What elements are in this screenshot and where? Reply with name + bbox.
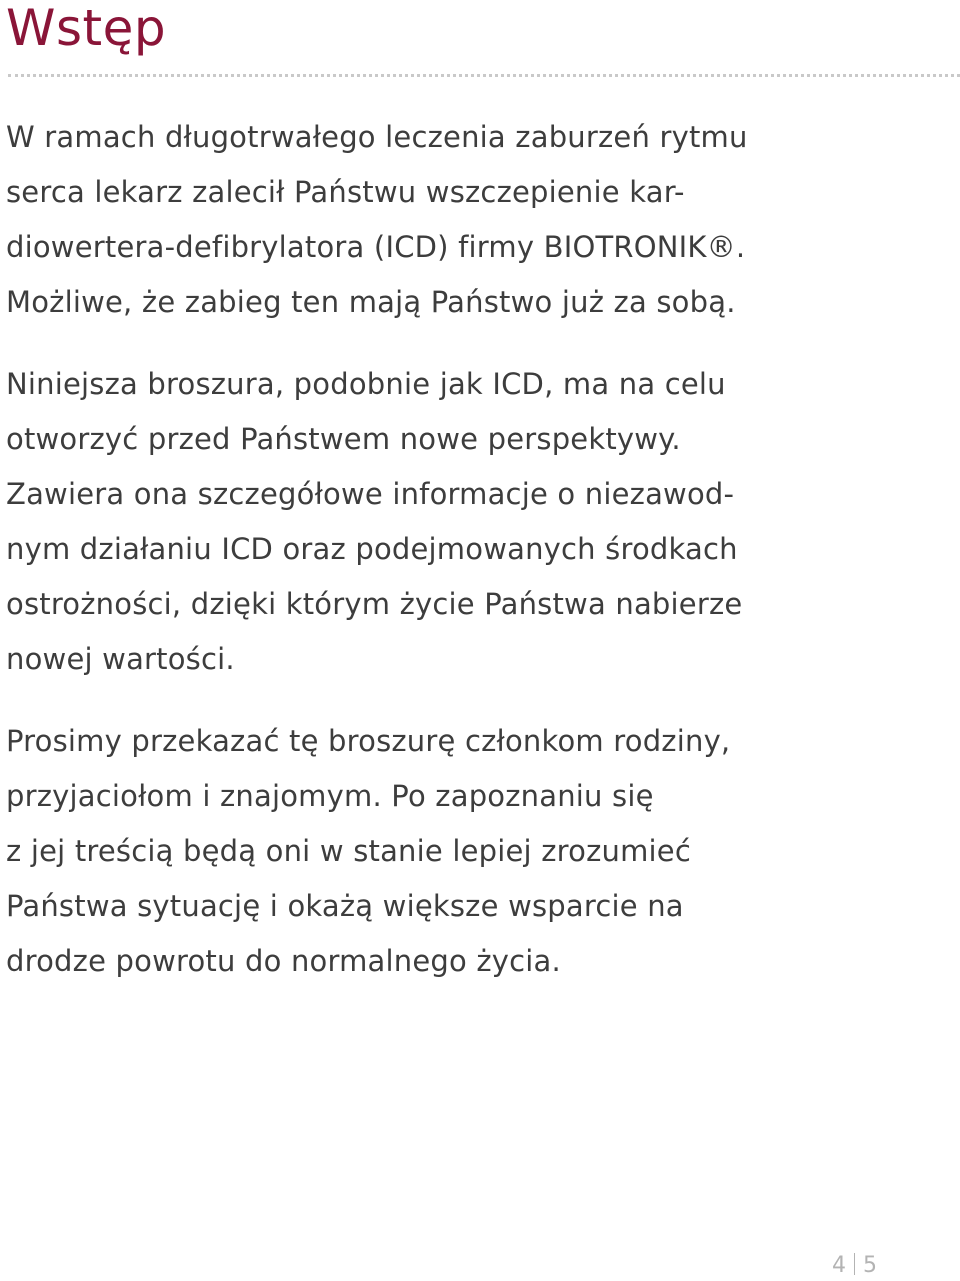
paragraph-line: drodze powrotu do normalnego życia. (6, 944, 561, 978)
title-dotted-divider (8, 74, 960, 77)
paragraph-line: z jej treścią będą oni w stanie lepiej zrozumieć (6, 834, 691, 868)
paragraph-line: Zawiera ona szczegółowe informacje o niezawod- (6, 477, 735, 511)
intro-paragraph-3 (6, 714, 836, 989)
paragraph-line: otworzyć przed Państwem nowe perspektywy. (6, 422, 681, 456)
page-number (832, 1252, 877, 1280)
paragraph-line: W ramach długotrwałego leczenia zaburzeń rytmu (6, 120, 748, 154)
page-number-left: 4 (832, 1253, 846, 1278)
page-title: Wstęp (6, 0, 167, 57)
intro-paragraph-2 (6, 357, 836, 687)
paragraph-line: serca lekarz zalecił Państwu wszczepienie kar- (6, 175, 685, 209)
paragraph-line: nym działaniu ICD oraz podejmowanych środkach (6, 532, 738, 566)
page-number-separator (854, 1253, 855, 1275)
paragraph-line: nowej wartości. (6, 642, 235, 676)
page-number-right: 5 (863, 1253, 877, 1278)
paragraph-line: Możliwe, że zabieg ten mają Państwo już za sobą. (6, 285, 736, 319)
intro-paragraph-1 (6, 110, 836, 330)
paragraph-line: Niniejsza broszura, podobnie jak ICD, ma na celu (6, 367, 726, 401)
paragraph-line: ostrożności, dzięki którym życie Państwa nabierze (6, 587, 743, 621)
paragraph-line: przyjaciołom i znajomym. Po zapoznaniu się (6, 779, 654, 813)
paragraph-line: Państwa sytuację i okażą większe wsparcie na (6, 889, 684, 923)
paragraph-line: diowertera-defibrylatora (ICD) firmy BIOTRONIK®. (6, 230, 746, 264)
paragraph-line: Prosimy przekazać tę broszurę członkom rodziny, (6, 724, 731, 758)
